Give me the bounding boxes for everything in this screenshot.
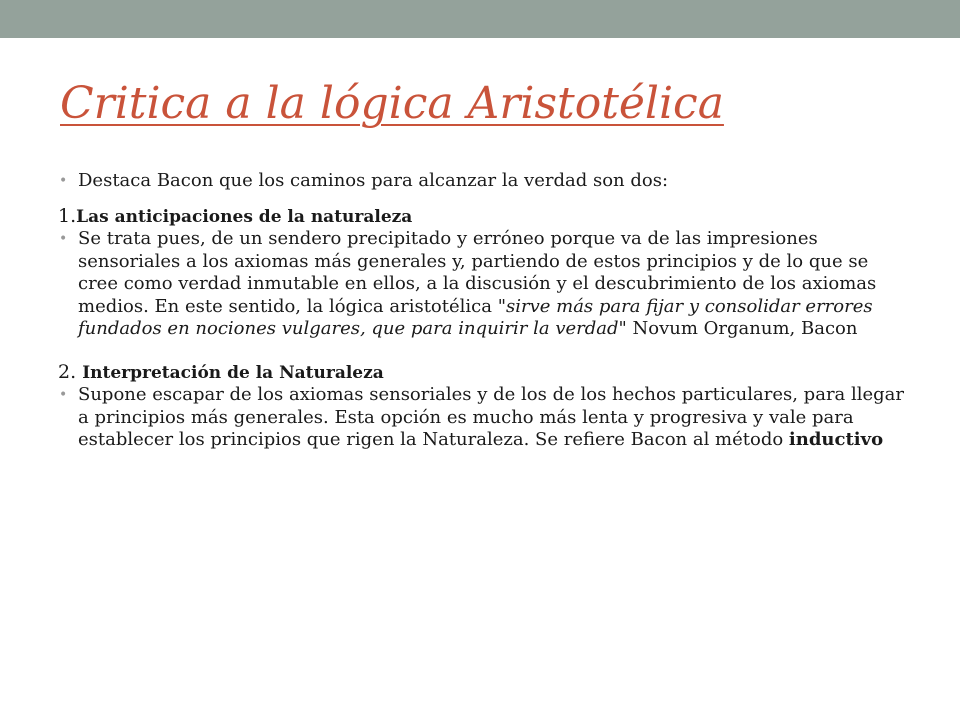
section-1-quote: sirve más para fijar y consolidar errores fundados en nociones vulgares, que para inquirir la verdad (78, 295, 873, 339)
bullet-intro-text: Destaca Bacon que los caminos para alcanzar la verdad son dos: (78, 170, 669, 191)
section-1-title: Las anticipaciones de la naturaleza (76, 206, 413, 227)
section-2-heading (58, 361, 908, 385)
slide-title: Critica a la lógica Aristotélica (60, 78, 724, 129)
section-2-title: Interpretación de la Naturaleza (82, 362, 384, 383)
section-1-heading (58, 205, 908, 229)
section-1-bullet (58, 228, 908, 341)
section-2-bullet (58, 384, 908, 452)
bullet-dot-icon: • (59, 387, 68, 403)
bullet-dot-icon: • (59, 173, 68, 189)
bullet-intro (58, 170, 908, 193)
bullet-dot-icon: • (59, 231, 68, 247)
section-1-citation: " Novum Organum, Bacon (618, 318, 858, 339)
section-1-text: Se trata pues, de un sendero precipitado y erróneo porque va de las impresiones sensoriales a los axiomas más generales y, partiendo de estos principios y de lo que se cree como verdad inmutable en ellos, a la discusión y el descubrimiento de los axiomas medios. En este sentido, la lógica aristotélica " (78, 228, 877, 317)
top-accent-bar (0, 0, 960, 38)
section-2-text: Supone escapar de los axiomas sensoriales y de los de los hechos particulares, para llegar a principios más generales. Esta opción es mucho más lenta y progresiva y vale para establecer los principios que rigen la Naturaleza. Se refiere Bacon al método (78, 384, 905, 450)
section-2-emphasis: inductivo (788, 429, 884, 450)
section-2-number: 2. (58, 360, 77, 383)
section-1-number: 1. (58, 204, 77, 227)
slide-body (58, 170, 908, 452)
